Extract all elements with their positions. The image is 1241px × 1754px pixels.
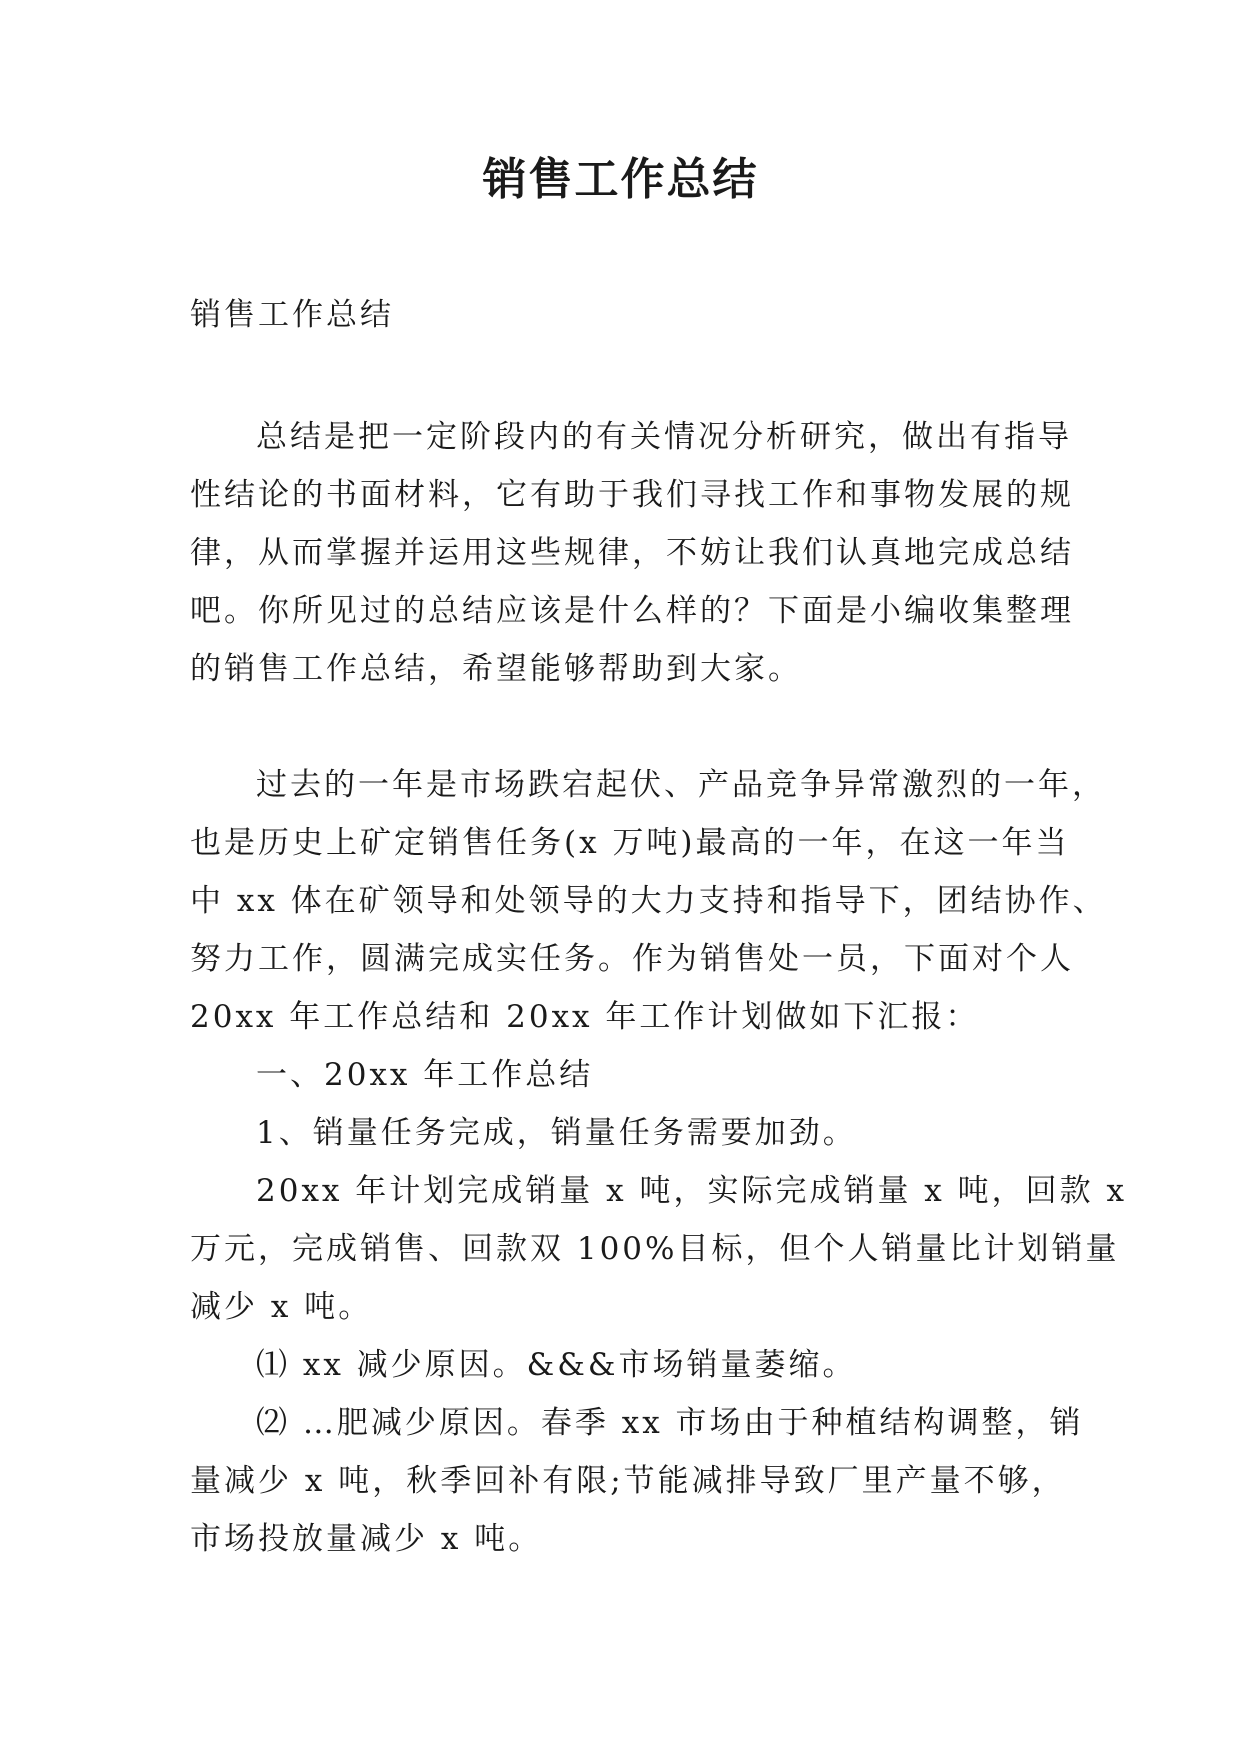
document-subtitle: 销售工作总结 <box>190 297 394 333</box>
text-line: 万元，完成销售、回款双 100%目标，但个人销量比计划销量 <box>190 1231 1120 1267</box>
list-item: ⑴ xx 减少原因。&&&市场销量萎缩。 <box>256 1347 857 1383</box>
text-line: 市场投放量减少 x 吨。 <box>190 1521 543 1557</box>
text-line: 中 xx 体在矿领导和处领导的大力支持和指导下，团结协作、 <box>190 883 1107 919</box>
text-line: 性结论的书面材料，它有助于我们寻找工作和事物发展的规 <box>190 477 1074 513</box>
text-line: 过去的一年是市场跌宕起伏、产品竞争异常激烈的一年， <box>256 767 1106 803</box>
text-line: 20xx 年计划完成销量 x 吨，实际完成销量 x 吨，回款 x <box>256 1173 1127 1209</box>
text-line: 的销售工作总结，希望能够帮助到大家。 <box>190 651 802 687</box>
list-item: ⑵ …肥减少原因。春季 xx 市场由于种植结构调整，销 <box>256 1405 1084 1441</box>
text-line: 吧。你所见过的总结应该是什么样的？下面是小编收集整理 <box>190 593 1074 629</box>
text-line: 量减少 x 吨，秋季回补有限;节能减排导致厂里产量不够， <box>190 1463 1066 1499</box>
document-title: 销售工作总结 <box>482 154 759 205</box>
subsection-heading: 1、销量任务完成，销量任务需要加劲。 <box>256 1115 857 1151</box>
intro-paragraph <box>190 408 1074 698</box>
text-line: 也是历史上矿定销售任务(x 万吨)最高的一年，在这一年当 <box>190 825 1070 861</box>
text-line: 律，从而掌握并运用这些规律，不妨让我们认真地完成总结 <box>190 535 1074 571</box>
report-paragraph <box>190 756 1127 1568</box>
section-heading: 一、20xx 年工作总结 <box>256 1057 594 1093</box>
text-line: 努力工作，圆满完成实任务。作为销售处一员，下面对个人 <box>190 941 1074 977</box>
text-line: 减少 x 吨。 <box>190 1289 373 1325</box>
text-line: 总结是把一定阶段内的有关情况分析研究，做出有指导 <box>256 419 1072 455</box>
text-line: 20xx 年工作总结和 20xx 年工作计划做如下汇报： <box>190 999 980 1035</box>
